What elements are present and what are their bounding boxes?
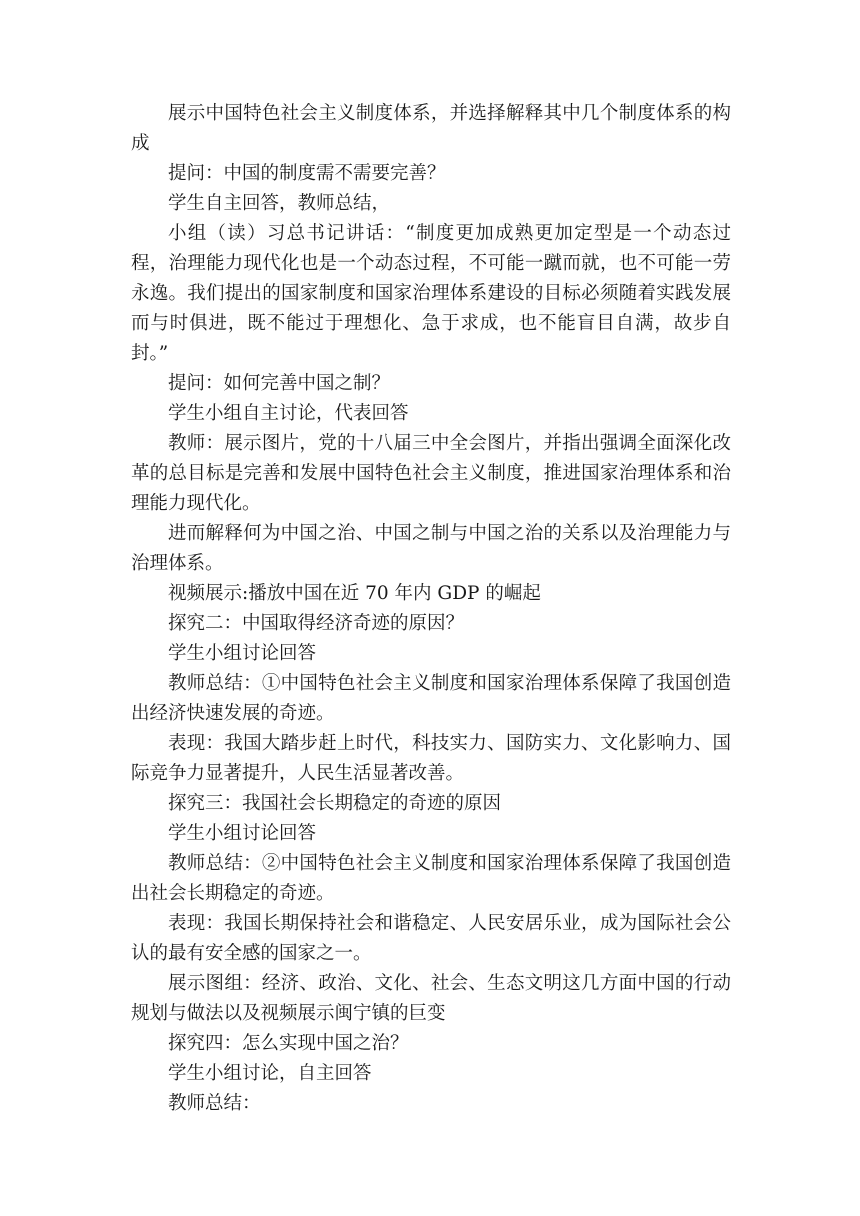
paragraph-11: 学生小组讨论回答: [168, 643, 317, 664]
paragraph-19: 探究四：怎么实现中国之治？: [168, 1033, 409, 1054]
paragraph-12: 教师总结：①中国特色社会主义制度和国家治理体系保障了我国创造出经济快速发展的奇迹。: [131, 673, 731, 724]
document-body: [131, 99, 731, 1119]
paragraph-3: 学生自主回答，教师总结，: [168, 193, 391, 214]
paragraph-15: 学生小组讨论回答: [168, 823, 317, 844]
paragraph-13: 表现：我国大踏步赶上时代，科技实力、国防实力、文化影响力、国际竞争力显著提升，人民生活显著改善。: [131, 733, 731, 784]
paragraph-21: 教师总结：: [168, 1093, 261, 1114]
paragraph-7: 教师：展示图片，党的十八届三中全会图片，并指出强调全面深化改革的总目标是完善和发展中国特色社会主义制度，推进国家治理体系和治理能力现代化。: [131, 433, 731, 514]
paragraph-6: 学生小组自主讨论，代表回答: [168, 403, 409, 424]
paragraph-10: 探究二：中国取得经济奇迹的原因？: [168, 613, 465, 634]
paragraph-2: 提问：中国的制度需不需要完善？: [168, 163, 446, 184]
paragraph-17: 表现：我国长期保持社会和谐稳定、人民安居乐业，成为国际社会公认的最有安全感的国家之一。: [131, 913, 731, 964]
paragraph-16: 教师总结：②中国特色社会主义制度和国家治理体系保障了我国创造出社会长期稳定的奇迹。: [131, 853, 731, 904]
paragraph-20: 学生小组讨论，自主回答: [168, 1063, 372, 1084]
paragraph-5: 提问：如何完善中国之制？: [168, 373, 391, 394]
paragraph-9: 视频展示:播放中国在近 70 年内 GDP 的崛起: [168, 583, 541, 604]
paragraph-14: 探究三：我国社会长期稳定的奇迹的原因: [168, 793, 502, 814]
paragraph-1: 展示中国特色社会主义制度体系，并选择解释其中几个制度体系的构成: [131, 103, 731, 154]
paragraph-8: 进而解释何为中国之治、中国之制与中国之治的关系以及治理能力与治理体系。: [131, 523, 731, 574]
paragraph-18: 展示图组：经济、政治、文化、社会、生态文明这几方面中国的行动规划与做法以及视频展示闽宁镇的巨变: [131, 973, 731, 1024]
paragraph-4: 小组（读）习总书记讲话：“制度更加成熟更加定型是一个动态过程，治理能力现代化也是一个动态过程，不可能一蹴而就，也不可能一劳永逸。我们提出的国家制度和国家治理体系建设的目标必须随着实践发展而与时俱进，既不能过于理想化、急于求成，也不能盲目自满，故步自封。”: [131, 223, 731, 364]
